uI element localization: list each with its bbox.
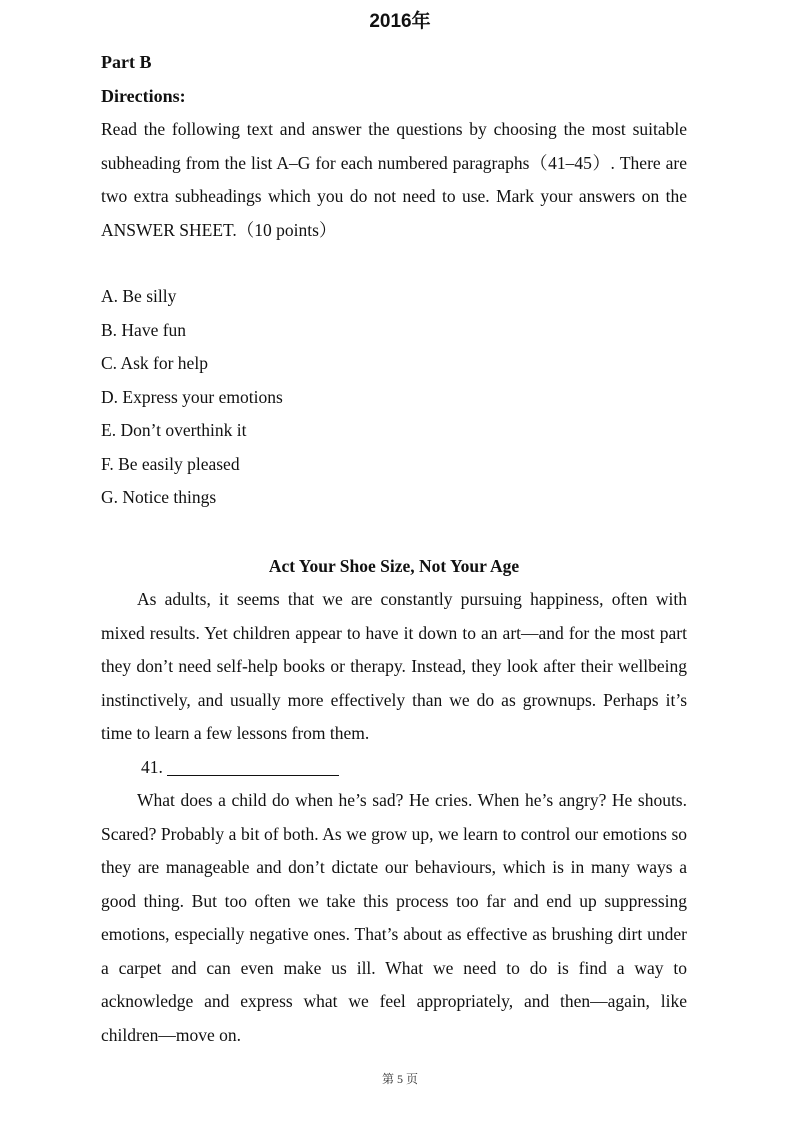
- option-d: D. Express your emotions: [101, 386, 283, 407]
- option-e: E. Don’t overthink it: [101, 420, 247, 440]
- article-intro-paragraph: As adults, it seems that we are constantly pursuing happiness, often with mixed results. Yet children appear to have it down to an art—and for the most part they don’t need self-help books or therapy. Instead, they look after their wellbeing instinctively, and usually more effectively than we do as grownups. Perhaps it’s time to learn a few lessons from them.: [101, 589, 687, 743]
- option-g: G. Notice things: [101, 487, 217, 507]
- option-b: B. Have fun: [101, 319, 187, 340]
- directions-text: Read the following text and answer the questions by choosing the most suitable subheading from the list A–G for each numbered paragraphs（41–45）. There are two extra subheadings which you do not need to use. Mark your answers on the ANSWER SHEET.（10 points）: [101, 119, 687, 240]
- paragraph-41: What does a child do when he’s sad? He cries. When he’s angry? He shouts. Scared? Probably a bit of both. As we grow up, we learn to control our emotions so they are manageable and don’t dictate our behaviours, which is in many ways a good thing. But too often we take this process too far and end up suppressing emotions, especially negative ones. That’s about as effective as brushing dirt under a carpet and can even make us ill. What we need to do is find a way to acknowledge and express what we feel appropriately, and then—again, like children—move on.: [101, 790, 687, 1045]
- option-f: F. Be easily pleased: [101, 453, 240, 474]
- document-body: [101, 46, 687, 1052]
- article-title: Act Your Shoe Size, Not Your Age: [268, 555, 520, 576]
- page-number: 第 5 页: [381, 1072, 418, 1086]
- subheading-options-list: [101, 280, 687, 515]
- option-a: A. Be silly: [101, 286, 177, 306]
- question-number: 41.: [141, 756, 163, 777]
- answer-blank-41: [167, 757, 339, 776]
- part-title: Part B: [101, 52, 152, 72]
- directions-label: Directions:: [101, 85, 186, 106]
- question-41-line: [101, 751, 687, 785]
- option-c: C. Ask for help: [101, 353, 208, 373]
- page-header-title: 2016年: [369, 11, 431, 32]
